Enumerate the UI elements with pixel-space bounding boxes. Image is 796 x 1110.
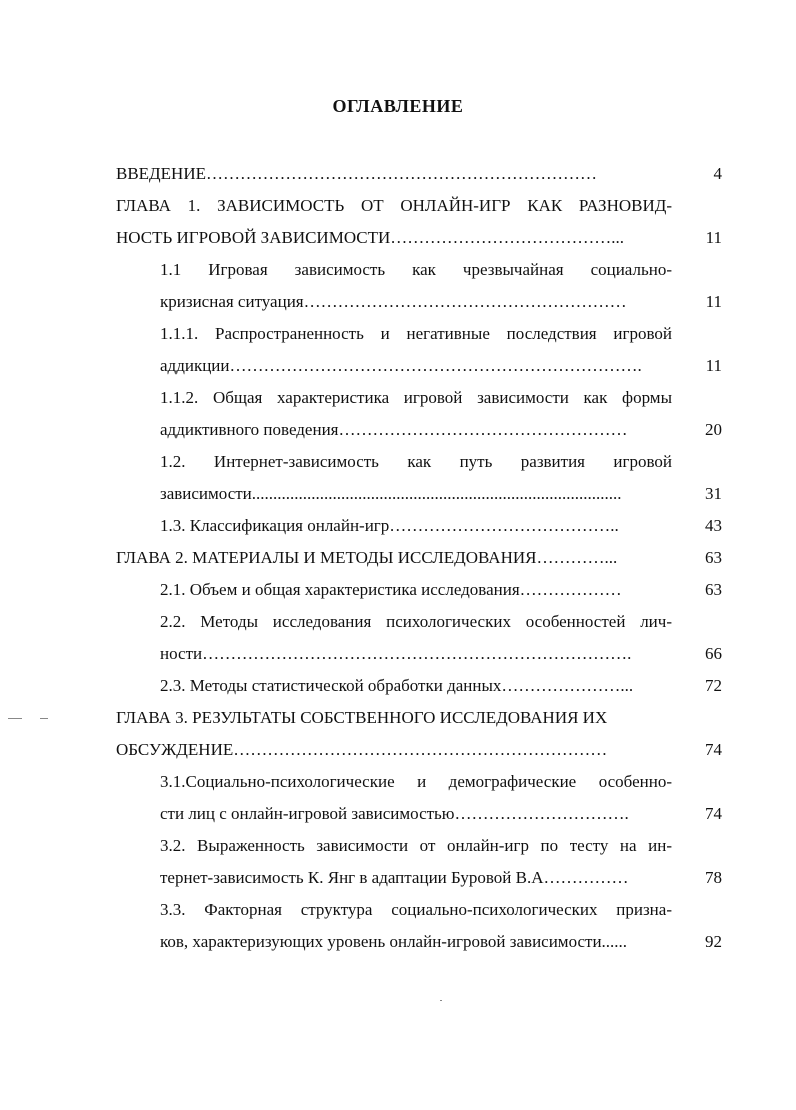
toc-entry-text: ГЛАВА 2. МАТЕРИАЛЫ И МЕТОДЫ ИССЛЕДОВАНИЯ…………... [116, 548, 618, 567]
toc-entry-text: ГЛАВА 3. РЕЗУЛЬТАТЫ СОБСТВЕННОГО ИССЛЕДОВАНИЯ ИХ [116, 708, 608, 727]
toc-page-number: 11 [705, 228, 722, 247]
toc-page-number: 74 [705, 804, 722, 823]
toc-entry-text: ности…………………………………………………………………. [160, 644, 632, 663]
scan-speck [8, 718, 22, 719]
toc-page-number: 72 [705, 676, 722, 695]
toc-entry-text: кризисная ситуация………………………………………………… [160, 292, 627, 311]
toc-page-number: 66 [705, 644, 722, 663]
toc-page-number: 92 [705, 932, 722, 951]
toc-entry-text: 2.1. Объем и общая характеристика исследования……………… [160, 580, 622, 599]
toc-entry-text: 1.2. Интернет-зависимость как путь развития игровой [160, 452, 672, 471]
toc-entry-text: 3.3. Факторная структура социально-психологических призна- [160, 900, 672, 919]
toc-page-number: 63 [705, 580, 722, 599]
toc-page-number: 63 [705, 548, 722, 567]
toc-entry-text: аддиктивного поведения…………………………………………… [160, 420, 628, 439]
toc-page-number: 31 [705, 484, 722, 503]
toc-entry-text: НОСТЬ ИГРОВОЙ ЗАВИСИМОСТИ…………………………………... [116, 228, 625, 247]
toc-page-number: 43 [705, 516, 722, 535]
toc-page-number: 11 [705, 356, 722, 375]
toc-entry-text: ВВЕДЕНИЕ…………………………………………………………… [116, 164, 597, 183]
toc-entry-text: 3.1.Социально-психологические и демографические особенно- [160, 772, 672, 791]
toc-entry-text: аддикции………………………………………………………………. [160, 356, 642, 375]
scan-speck [40, 718, 48, 719]
toc-entry-text: тернет-зависимость К. Янг в адаптации Буровой В.А…………… [160, 868, 629, 887]
toc-entry-text: 2.2. Методы исследования психологических особенностей лич- [160, 612, 672, 631]
toc-entry-text: 2.3. Методы статистической обработки данных…………………... [160, 676, 634, 695]
toc-page-number: 74 [705, 740, 722, 759]
toc-page-number: 4 [713, 164, 722, 183]
toc-entry-text: сти лиц с онлайн-игровой зависимостью…………………………. [160, 804, 629, 823]
toc-entry-text: 1.1 Игровая зависимость как чрезвычайная социально- [160, 260, 672, 279]
toc-entry-text: ГЛАВА 1. ЗАВИСИМОСТЬ ОТ ОНЛАЙН-ИГР КАК РАЗНОВИД- [116, 196, 672, 215]
toc-entry-text: ков, характеризующих уровень онлайн-игровой зависимости...... [160, 932, 628, 951]
scan-speck [440, 1000, 442, 1001]
toc-entry-text: зависимости....................................................................................... [160, 484, 622, 503]
toc-entry-text: 1.1.2. Общая характеристика игровой зависимости как формы [160, 388, 672, 407]
toc-page-number: 11 [705, 292, 722, 311]
toc-page-number: 20 [705, 420, 722, 439]
toc-entry-text: ОБСУЖДЕНИЕ………………………………………………………… [116, 740, 608, 759]
toc-page-number: 78 [705, 868, 722, 887]
toc-entry-text: 1.1.1. Распространенность и негативные последствия игровой [160, 324, 672, 343]
page-title: ОГЛАВЛЕНИЕ [332, 96, 464, 116]
toc-entry-text: 3.2. Выраженность зависимости от онлайн-игр по тесту на ин- [160, 836, 672, 855]
toc-entry-text: 1.3. Классификация онлайн-игр………………………………….. [160, 516, 619, 535]
